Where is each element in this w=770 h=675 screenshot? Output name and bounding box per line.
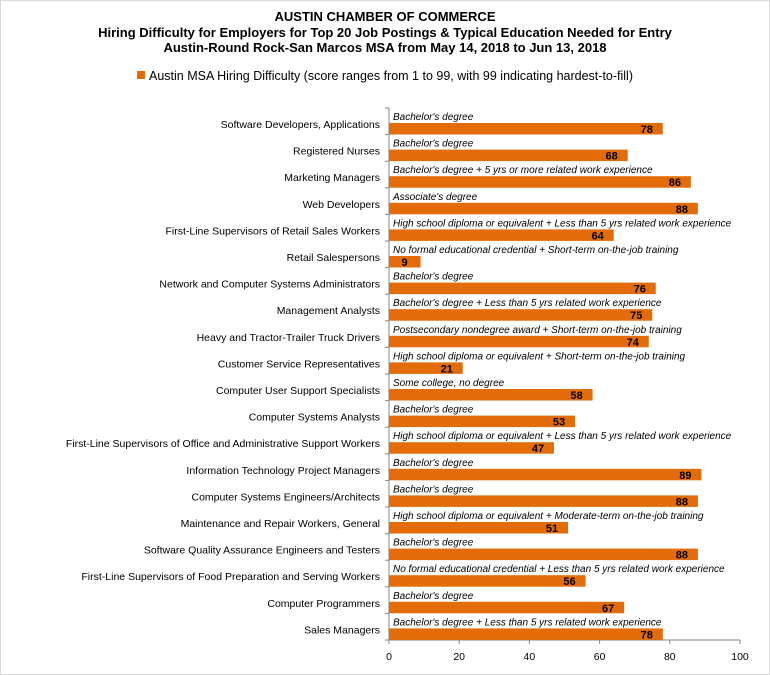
value-label: 88 (675, 496, 689, 509)
value-label: 75 (630, 310, 643, 323)
bar (389, 469, 701, 481)
bar (389, 602, 624, 614)
value-label: 89 (679, 469, 692, 482)
bar (389, 123, 663, 135)
education-annotation: No formal educational credential + Less than 5 yrs related work experience (393, 564, 725, 576)
x-tick-label: 80 (663, 651, 676, 663)
chart-title-line-2: Hiring Difficulty for Employers for Top 20 Job Postings & Typical Education Needed for Entry (98, 24, 672, 40)
education-annotation: High school diploma or equivalent + Moderate-term on-the-job training (393, 511, 704, 522)
category-label: Computer User Support Specialists (216, 385, 380, 397)
category-label: Information Technology Project Managers (186, 464, 380, 477)
bar (389, 336, 649, 348)
category-label: Customer Service Representatives (217, 358, 380, 371)
bar (389, 442, 554, 454)
education-annotation: Bachelor's degree (393, 271, 474, 283)
category-label: Marketing Managers (284, 172, 380, 185)
category-label: Network and Computer Systems Administrators (159, 278, 380, 291)
category-label: Sales Managers (304, 624, 380, 637)
chart-title-line-1: AUSTIN CHAMBER OF COMMERCE (274, 9, 496, 24)
category-label: Software Quality Assurance Engineers and Testers (143, 544, 380, 557)
bar (389, 309, 652, 321)
value-label: 56 (563, 576, 576, 589)
category-label: Retail Salespersons (286, 252, 380, 264)
value-label: 78 (640, 629, 653, 642)
value-label: 9 (401, 257, 408, 269)
education-annotation: High school diploma or equivalent + Less than 5 yrs related work experience (393, 431, 732, 443)
bar (389, 389, 593, 401)
value-label: 64 (591, 230, 604, 243)
bar (389, 416, 575, 428)
value-label: 88 (675, 203, 689, 216)
category-label: Computer Systems Analysts (248, 411, 380, 424)
bar (389, 575, 586, 587)
education-annotation: Bachelor's degree (393, 457, 474, 469)
x-tick-label: 0 (386, 651, 392, 663)
bar (389, 522, 568, 534)
x-tick-label: 100 (731, 651, 749, 663)
education-annotation: Bachelor's degree + Less than 5 yrs related work experience (393, 298, 662, 310)
education-annotation: No formal educational credential + Short-term on-the-job training (393, 245, 679, 256)
education-annotation: Postsecondary nondegree award + Short-term on-the-job training (393, 324, 682, 336)
bar (389, 176, 691, 188)
category-label: Management Analysts (276, 305, 380, 318)
value-label: 86 (668, 177, 681, 190)
category-label: First-Line Supervisors of Food Preparation and Serving Workers (81, 571, 380, 584)
x-tick-label: 40 (523, 651, 536, 663)
value-label: 78 (640, 124, 653, 136)
category-label: Web Developers (302, 198, 380, 211)
category-label: Registered Nurses (293, 145, 380, 158)
x-tick-label: 60 (593, 651, 606, 663)
x-tick-label: 20 (453, 651, 466, 663)
value-label: 47 (531, 443, 545, 456)
education-annotation: High school diploma or equivalent + Short-term on-the-job training (393, 351, 686, 363)
value-label: 51 (545, 523, 559, 535)
education-annotation: Associate's degree (393, 191, 478, 203)
bar (389, 283, 656, 295)
category-label: Computer Programmers (267, 597, 380, 610)
category-label: First-Line Supervisors of Office and Administrative Support Workers (65, 438, 380, 451)
bar (389, 150, 628, 162)
value-label: 21 (440, 363, 453, 376)
category-label: First-Line Supervisors of Retail Sales Workers (165, 225, 380, 238)
value-label: 53 (552, 416, 566, 429)
category-label: Maintenance and Repair Workers, General (180, 518, 380, 530)
chart-title-line-3: Austin-Round Rock-San Marcos MSA from May 14, 2018 to Jun 13, 2018 (163, 40, 607, 55)
value-label: 67 (602, 602, 615, 615)
education-annotation: Bachelor's degree (393, 138, 474, 150)
bar (389, 229, 614, 241)
education-annotation: Bachelor's degree (393, 590, 474, 602)
education-annotation: Bachelor's degree + 5 yrs or more related work experience (393, 165, 653, 177)
education-annotation: Bachelor's degree (393, 484, 474, 496)
value-label: 68 (605, 150, 618, 163)
category-label: Software Developers, Applications (220, 119, 380, 131)
education-annotation: Bachelor's degree + Less than 5 yrs related work experience (393, 617, 662, 629)
bar (389, 203, 698, 215)
legend-label: Austin MSA Hiring Difficulty (score ranges from 1 to 99, with 99 indicating hardest-to-fill) (149, 69, 633, 83)
category-label: Heavy and Tractor-Trailer Truck Drivers (196, 331, 380, 344)
value-label: 74 (626, 336, 639, 349)
category-label: Computer Systems Engineers/Architects (191, 491, 380, 504)
education-annotation: High school diploma or equivalent + Less than 5 yrs related work experience (393, 218, 732, 230)
value-label: 88 (675, 549, 689, 562)
value-label: 58 (570, 390, 583, 402)
education-annotation: Bachelor's degree (393, 537, 474, 549)
value-label: 76 (633, 283, 646, 296)
bar (389, 549, 698, 561)
bar (389, 495, 698, 507)
bar (389, 628, 663, 640)
education-annotation: Bachelor's degree (393, 112, 474, 123)
education-annotation: Bachelor's degree (393, 404, 474, 416)
education-annotation: Some college, no degree (393, 378, 505, 389)
